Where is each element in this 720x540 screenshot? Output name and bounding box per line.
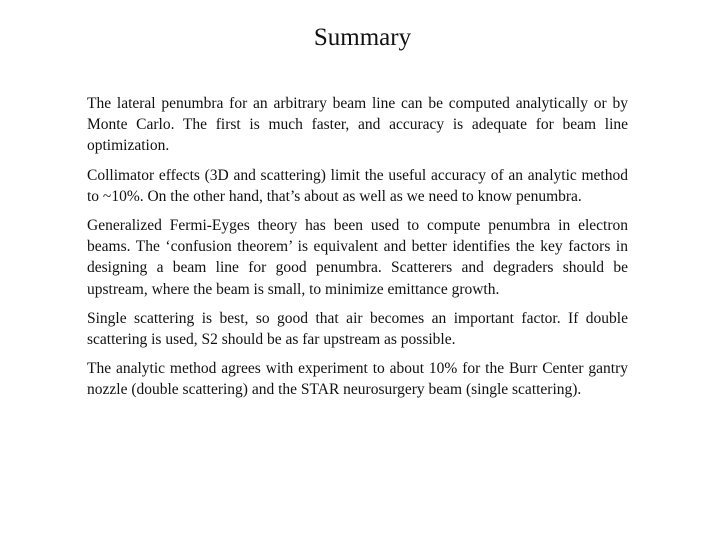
paragraph-fermi-eyges-theory: Generalized Fermi-Eyges theory has been used to compute penumbra in electron beams. The ‘confusion theorem’ is equivalent and better identifies the key factors in designing a beam line for good penumbra. Scatterers and degraders should be upstream, where the beam is small, to minimize emittance growth. <box>87 217 628 298</box>
paragraph-single-scattering: Single scattering is best, so good that air becomes an important factor. If double scattering is used, S2 should be as far upstream as possible. <box>87 309 628 349</box>
slide-title: Summary <box>313 24 412 51</box>
paragraph-penumbra-computation: The lateral penumbra for an arbitrary beam line can be computed analytically or by Monte Carlo. The first is much faster, and accuracy is adequate for beam line optimization. <box>87 95 628 155</box>
paragraph-experimental-agreement: The analytic method agrees with experiment to about 10% for the Burr Center gantry nozzle (double scattering) and the STAR neurosurgery beam (single scattering). <box>87 360 628 399</box>
paragraph-collimator-effects: Collimator effects (3D and scattering) limit the useful accuracy of an analytic method to ~10%. On the other hand, that’s about as well as we need to know penumbra. <box>87 166 628 205</box>
slide-body <box>87 93 628 401</box>
